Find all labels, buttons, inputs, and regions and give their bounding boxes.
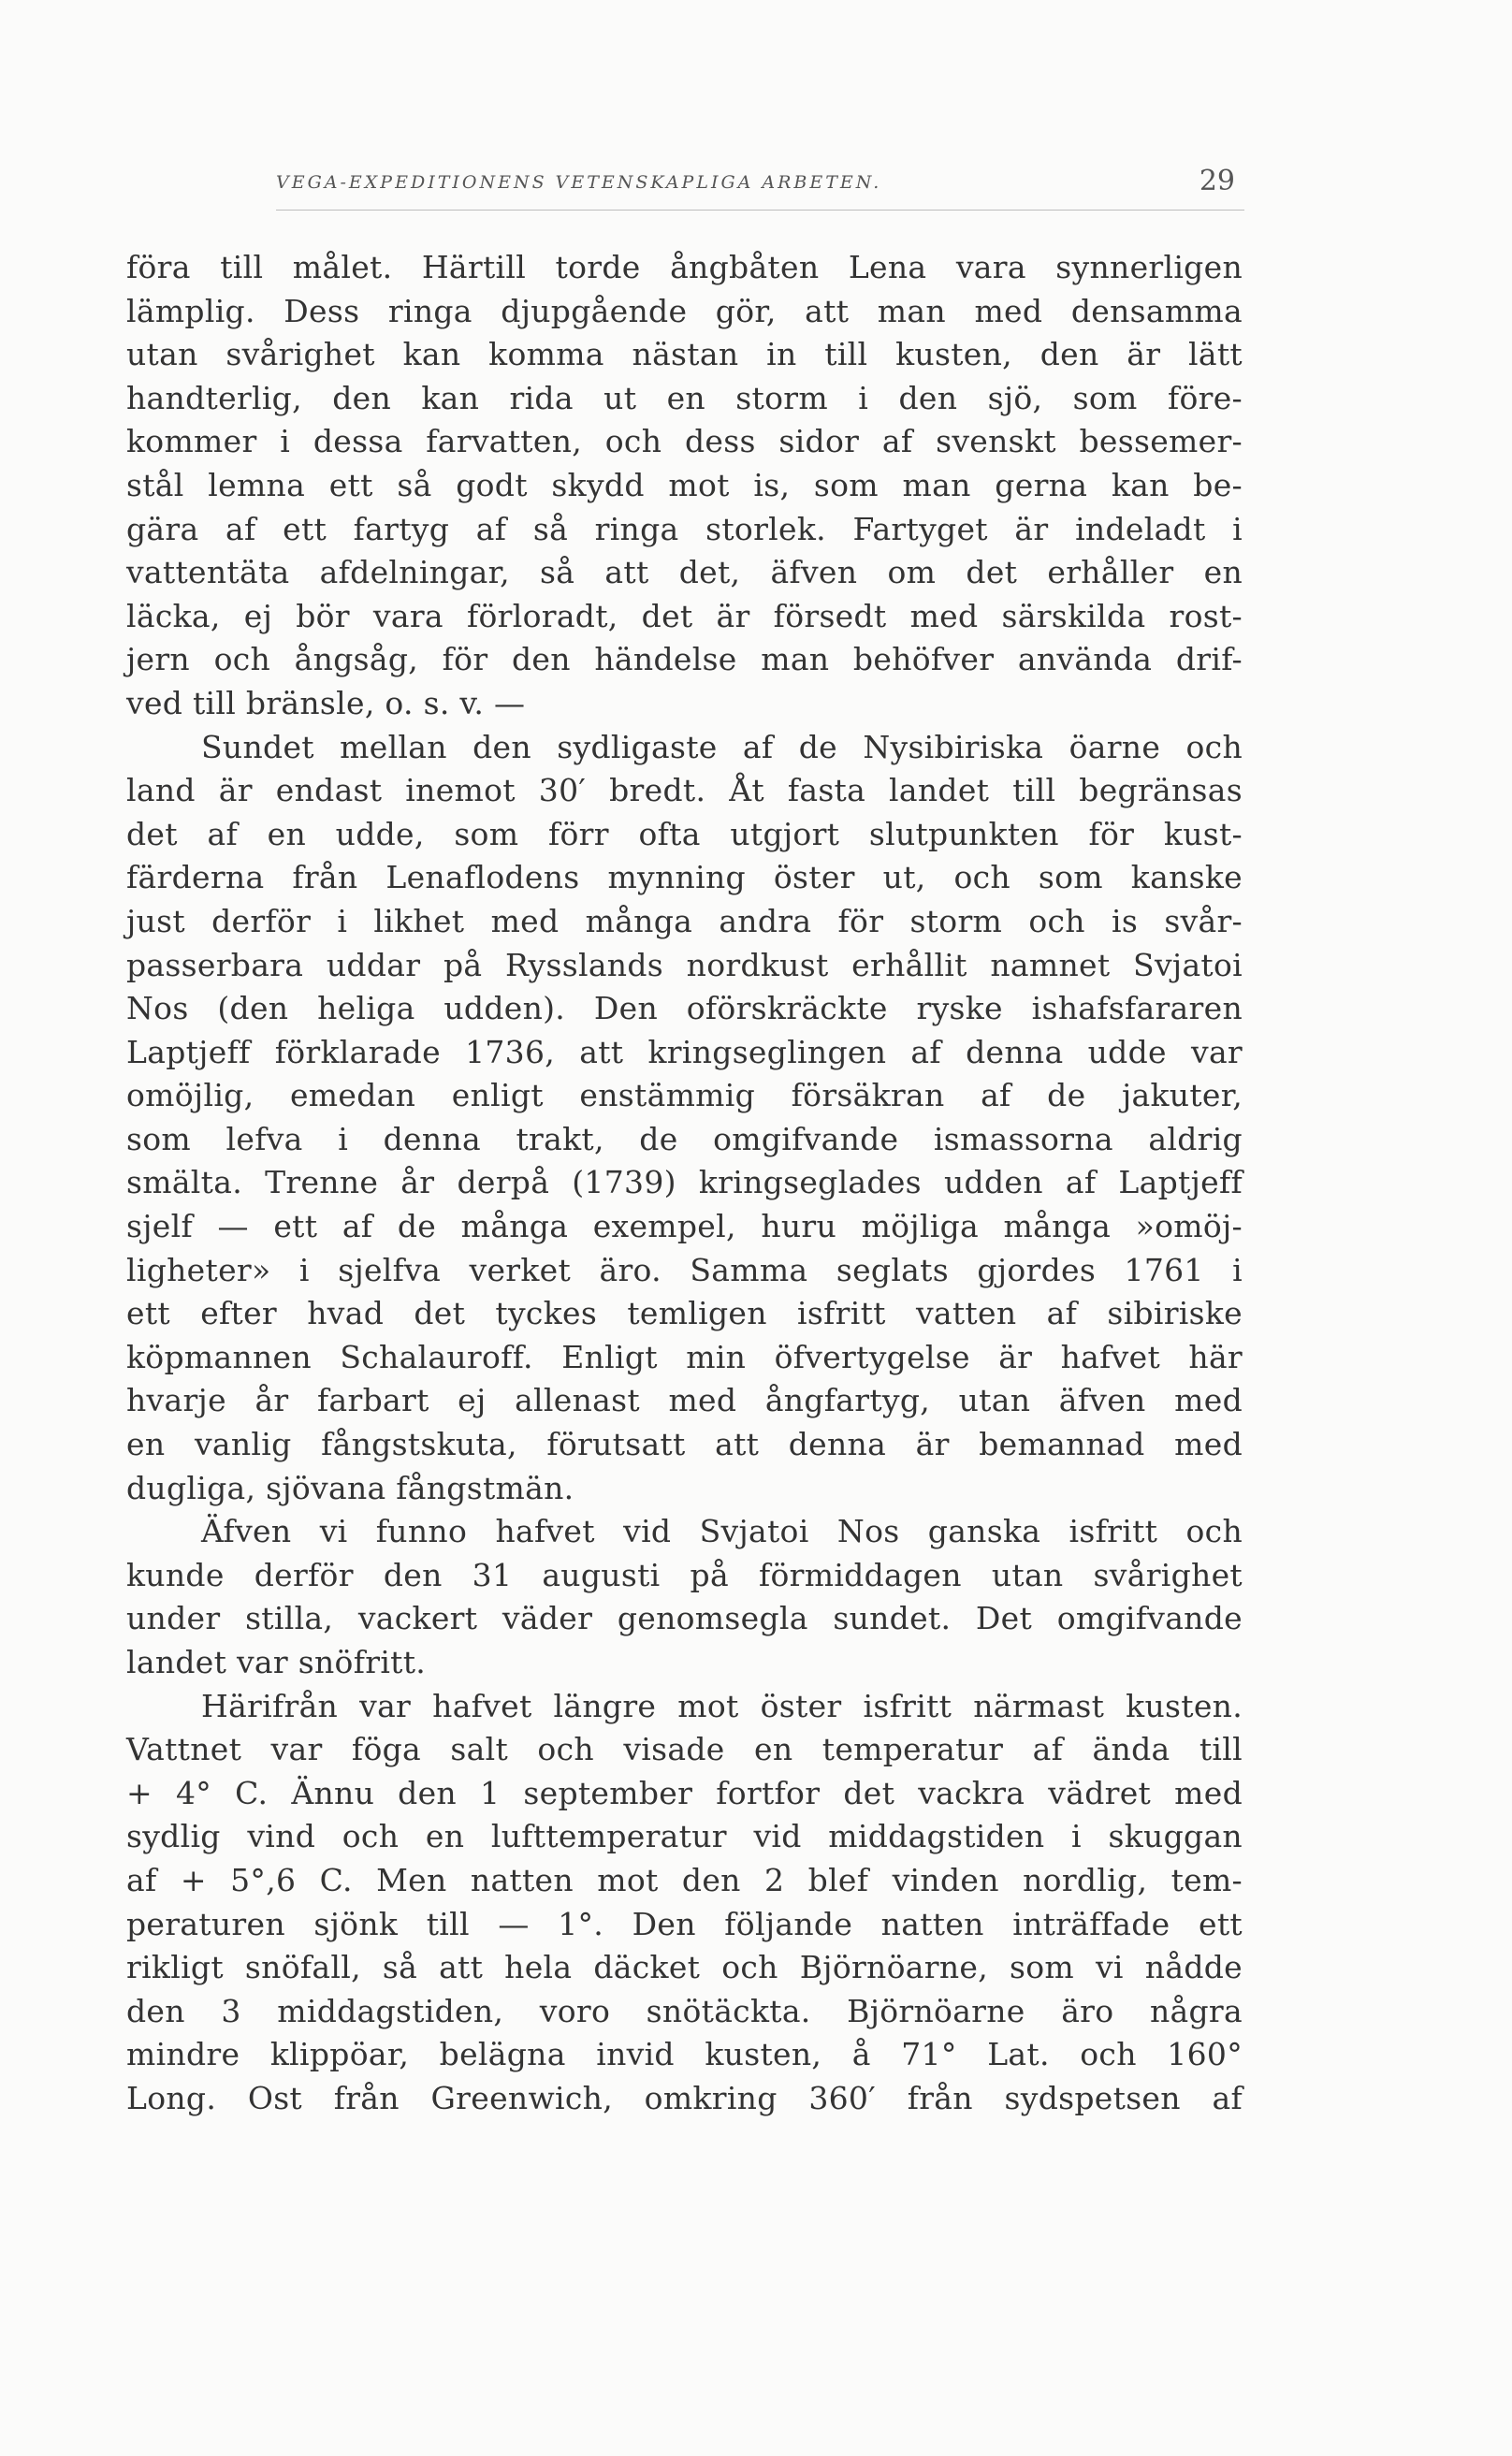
text-line: land är endast inemot 30′ bredt. Åt fasta landet till begränsas: [126, 772, 1243, 809]
body-text: [126, 246, 1243, 2121]
text-line: Laptjeff förklarade 1736, att kringseglingen af denna udde var: [126, 1033, 1243, 1070]
paragraph-start-line: Härifrån var hafvet längre mot öster isfritt närmast kusten.: [201, 1687, 1243, 1724]
text-line: utan svårighet kan komma nästan in till kusten, den är lätt: [126, 336, 1243, 373]
text-line: landet var snöfritt.: [126, 1644, 427, 1680]
text-line: gära af ett fartyg af så ringa storlek. Fartyget är indeladt i: [126, 510, 1243, 547]
text-line: hvarje år farbart ej allenast med ångfartyg, utan äfven med: [126, 1382, 1243, 1419]
text-line: det af en udde, som förr ofta utgjort slutpunkten för kust-: [126, 815, 1243, 852]
paragraph-start-line: Sundet mellan den sydligaste af de Nysibiriska öarne och: [201, 728, 1243, 765]
text-line: kunde derför den 31 augusti på förmiddagen utan svårighet: [126, 1556, 1243, 1593]
text-line: färderna från Lenaflodens mynning öster ut, och som kanske: [126, 859, 1243, 896]
text-line: ved till bränsle, o. s. v. —: [126, 684, 526, 721]
text-line: passerbara uddar på Rysslands nordkust erhållit namnet Svjatoi: [126, 946, 1243, 983]
text-line: läcka, ej bör vara förloradt, det är försedt med särskilda rost-: [126, 597, 1243, 634]
text-line: under stilla, vackert väder genomsegla sundet. Det omgifvande: [126, 1600, 1243, 1637]
text-line: ligheter» i sjelfva verket äro. Samma seglats gjordes 1761 i: [126, 1251, 1243, 1288]
paragraph-start-line: Äfven vi funno hafvet vid Svjatoi Nos ganska isfritt och: [201, 1513, 1243, 1550]
text-line: lämplig. Dess ringa djupgående gör, att man med densamma: [126, 292, 1243, 329]
text-line: den 3 middagstiden, voro snötäckta. Björnöarne äro några: [126, 1992, 1243, 2029]
text-line: rikligt snöfall, så att hela däcket och Björnöarne, som vi nådde: [126, 1949, 1243, 1986]
page-number: 29: [1199, 165, 1235, 197]
running-title: VEGA-EXPEDITIONENS VETENSKAPLIGA ARBETEN.: [276, 172, 882, 193]
text-line: just derför i likhet med många andra för storm och is svår-: [126, 902, 1243, 939]
text-line: jern och ångsåg, för den händelse man behöfver använda drif-: [126, 641, 1243, 678]
text-line: ett efter hvad det tyckes temligen isfritt vatten af sibiriske: [126, 1295, 1243, 1332]
text-line: omöjlig, emedan enligt enstämmig försäkran af de jakuter,: [126, 1077, 1243, 1114]
page-header: [276, 165, 1244, 211]
text-line: Vattnet var föga salt och visade en temperatur af ända till: [126, 1731, 1243, 1768]
text-line: som lefva i denna trakt, de omgifvande ismassorna aldrig: [126, 1120, 1243, 1157]
text-line: handterlig, den kan rida ut en storm i den sjö, som före-: [126, 379, 1243, 416]
text-line: smälta. Trenne år derpå (1739) kringseglades udden af Laptjeff: [126, 1164, 1243, 1201]
text-line: Nos (den heliga udden). Den oförskräckte ryske ishafsfararen: [126, 990, 1243, 1027]
text-line: af + 5°,6 C. Men natten mot den 2 blef vinden nordlig, tem-: [126, 1861, 1243, 1898]
text-line: sydlig vind och en lufttemperatur vid middagstiden i skuggan: [126, 1818, 1243, 1855]
text-line: kommer i dessa farvatten, och dess sidor af svenskt bessemer-: [126, 423, 1243, 460]
text-line: en vanlig fångstskuta, förutsatt att denna är bemannad med: [126, 1426, 1243, 1463]
text-line: Long. Ost från Greenwich, omkring 360′ från sydspetsen af: [126, 2079, 1243, 2116]
text-line: vattentäta afdelningar, så att det, äfven om det erhåller en: [126, 554, 1243, 591]
text-line: köpmannen Schalauroff. Enligt min öfvertygelse är hafvet här: [126, 1338, 1243, 1375]
text-line: mindre klippöar, belägna invid kusten, å 71° Lat. och 160°: [126, 2036, 1243, 2073]
text-line: peraturen sjönk till — 1°. Den följande natten inträffade ett: [126, 1905, 1243, 1942]
text-line: sjelf — ett af de många exempel, huru möjliga många »omöj-: [126, 1208, 1243, 1245]
text-line: föra till målet. Härtill torde ångbåten Lena vara synnerligen: [126, 249, 1243, 285]
text-line: dugliga, sjövana fångstmän.: [126, 1469, 574, 1506]
text-line: + 4° C. Ännu den 1 september fortfor det vackra vädret med: [126, 1774, 1243, 1811]
text-line: stål lemna ett så godt skydd mot is, som man gerna kan be-: [126, 466, 1243, 503]
